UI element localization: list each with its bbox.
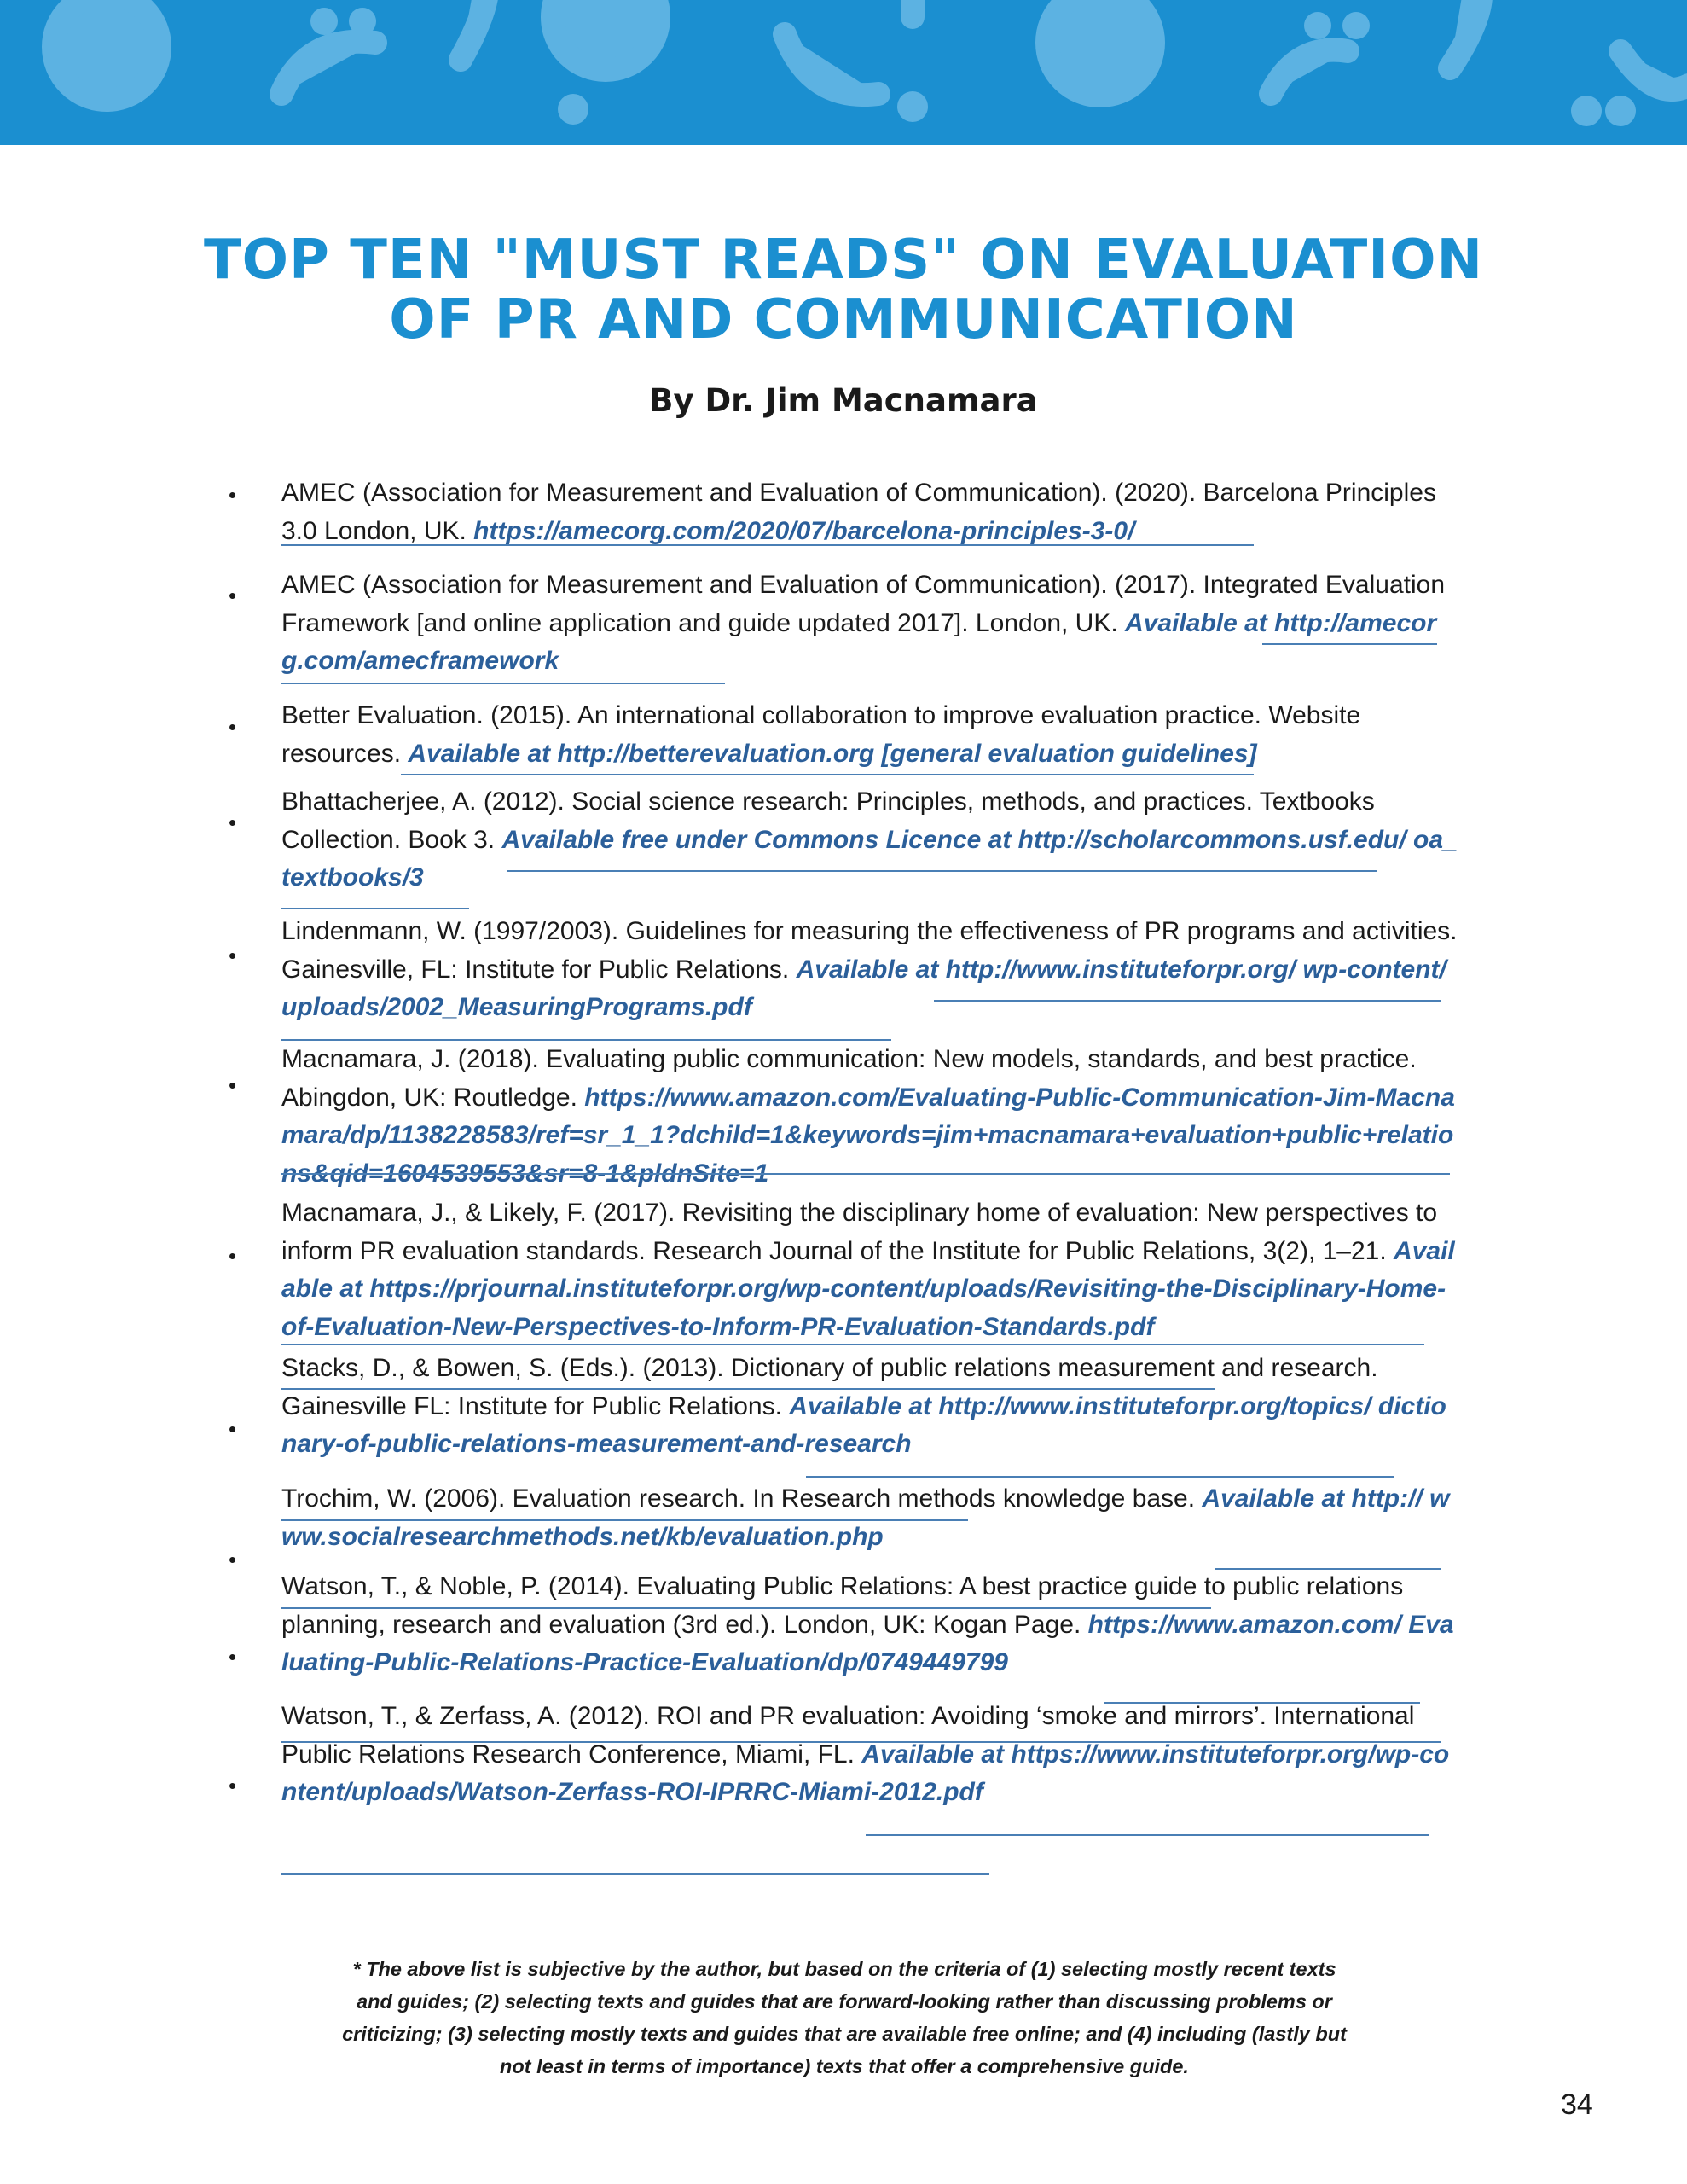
underline-rule xyxy=(1262,643,1437,645)
reference-citation: Stacks, D., & Bowen, S. (Eds.). (2013). Dictionary of public relations measurement and research. Gainesville FL: Institute for Public Relations. xyxy=(281,1354,1378,1420)
bullet-icon: • xyxy=(229,1547,237,1572)
underline-rule xyxy=(281,1607,1211,1609)
reference-text xyxy=(281,697,1458,773)
bullet-icon: • xyxy=(229,1072,237,1098)
reference-link[interactable]: Available at http:// www.socialresearchmethods.net/kb/evaluation.php xyxy=(281,1484,1450,1551)
underline-rule xyxy=(281,1741,1441,1743)
page-title-line-1: TOP TEN "MUST READS" ON EVALUATION xyxy=(203,229,1484,292)
reference-citation: Watson, T., & Zerfass, A. (2012). ROI and PR evaluation: Avoiding ‘smoke and mirrors’. International Public Relations Research Conference, Miami, FL. xyxy=(281,1702,1415,1769)
reference-text xyxy=(281,566,1458,681)
reference-text xyxy=(281,1568,1458,1682)
reference-citation: AMEC (Association for Measurement and Evaluation of Communication). (2020). Barcelona Principles 3.0 London, UK. xyxy=(281,479,1436,545)
reference-link[interactable]: Available at http://betterevaluation.org [general evaluation guidelines] xyxy=(408,739,1257,768)
bullet-icon: • xyxy=(229,810,237,835)
reference-text xyxy=(281,1480,1458,1556)
reference-citation: Bhattacherjee, A. (2012). Social science research: Principles, methods, and practices. Textbooks Collection. Book 3. xyxy=(281,787,1375,854)
underline-rule xyxy=(866,1834,1429,1836)
underline-rule xyxy=(507,870,1377,872)
page-number: 34 xyxy=(1561,2088,1593,2121)
bullet-icon: • xyxy=(229,482,237,508)
reference-text xyxy=(281,1194,1458,1346)
underline-rule xyxy=(281,1873,989,1875)
reference-citation: Watson, T., & Noble, P. (2014). Evaluating Public Relations: A best practice guide to public relations planning, research and evaluation (3rd ed.). London, UK: Kogan Page. xyxy=(281,1572,1404,1639)
bullet-icon: • xyxy=(229,583,237,608)
reference-text xyxy=(281,474,1458,550)
bullet-icon: • xyxy=(229,1644,237,1670)
reference-citation: Lindenmann, W. (1997/2003). Guidelines for measuring the effectiveness of PR programs and activities. Gainesville, FL: Institute for Public Relations. xyxy=(281,917,1458,984)
underline-rule xyxy=(281,908,469,909)
reference-link[interactable]: https://www.amazon.com/ Evaluating-Public-Relations-Practice-Evaluation/dp/0749449799 xyxy=(281,1610,1454,1676)
underline-rule xyxy=(281,1344,1424,1345)
underline-rule xyxy=(281,544,1254,546)
reference-link[interactable]: Available at https://prjournal.instituteforpr.org/wp-content/uploads/Revisiting-the-Disciplinary-Home-of-Evaluation-New-Perspectives-to-Inform-PR-Evaluation-Standards.pdf xyxy=(281,1236,1455,1341)
underline-rule xyxy=(1104,1702,1420,1704)
reference-citation: Trochim, W. (2006). Evaluation research. In Research methods knowledge base. xyxy=(281,1484,1203,1513)
bullet-icon: • xyxy=(229,714,237,740)
bullet-icon: • xyxy=(229,1416,237,1442)
reference-text xyxy=(281,1698,1458,1812)
underline-rule xyxy=(401,774,1254,775)
reference-link[interactable]: https://www.amazon.com/Evaluating-Public-Communication-Jim-Macnamara/dp/1138228583/ref=sr_1_1?dchild=1&keywords=jim+macnamara+evaluation+public+relations&qid=1604539553&sr=8-1&pldnSite=1 xyxy=(281,1083,1455,1188)
reference-citation: Macnamara, J. (2018). Evaluating public communication: New models, standards, and best practice. Abingdon, UK: Routledge. xyxy=(281,1045,1417,1112)
footnote: * The above list is subjective by the author, but based on the criteria of (1) selecting mostly recent texts and guides; (2) selecting texts and guides that are forward-looking rather than discussing problems or criticizing; (3) selecting mostly texts and guides that are available free online; and (4) including (lastly but not least in terms of importance) texts that offer a comprehensive guide. xyxy=(342,1957,1347,2077)
bullet-icon: • xyxy=(229,1773,237,1798)
reference-link[interactable]: Available at https://www.instituteforpr.org/wp-content/uploads/Watson-Zerfass-ROI-IPRRC-Miami-2012.pdf xyxy=(281,1740,1450,1806)
reference-link[interactable]: Available at http://www.instituteforpr.org/topics/ dictionary-of-public-relations-measurement-and-research xyxy=(281,1391,1446,1458)
underline-rule xyxy=(1215,1568,1441,1570)
reference-text xyxy=(281,783,1458,897)
reference-citation: Better Evaluation. (2015). An international collaboration to improve evaluation practice. Website resources. xyxy=(281,701,1361,768)
underline-rule xyxy=(281,1173,1450,1175)
page-title-line-2: OF PR AND COMMUNICATION xyxy=(389,288,1298,351)
underline-rule xyxy=(806,1476,1394,1478)
underline-rule xyxy=(281,1519,968,1521)
reference-text xyxy=(281,1350,1458,1464)
author-byline: By Dr. Jim Macnamara xyxy=(649,382,1038,419)
underline-rule xyxy=(281,1039,891,1041)
reference-citation: AMEC (Association for Measurement and Evaluation of Communication). (2017). Integrated Evaluation Framework [and online application and guide updated 2017]. London, UK. xyxy=(281,571,1446,637)
bullet-icon: • xyxy=(229,943,237,968)
reference-text xyxy=(281,913,1458,1027)
underline-rule xyxy=(281,1388,1215,1390)
bullet-icon: • xyxy=(229,1243,237,1269)
reference-link[interactable]: Available free under Commons Licence at http://scholarcommons.usf.edu/ oa_textbooks/3 xyxy=(281,825,1458,892)
underline-rule xyxy=(281,682,725,684)
reference-citation: Macnamara, J., & Likely, F. (2017). Revisiting the disciplinary home of evaluation: New perspectives to inform PR evaluation standards. Research Journal of the Institute for Public Relations, 3(2), 1–21. xyxy=(281,1199,1438,1265)
reference-link[interactable]: Available at http://www.instituteforpr.org/ wp-content/uploads/2002_MeasuringPrograms.pdf xyxy=(281,955,1446,1021)
underline-rule xyxy=(934,1000,1441,1002)
reference-text xyxy=(281,1041,1458,1193)
reference-link[interactable]: Available at http://amecorg.com/amecframework xyxy=(281,608,1437,675)
reference-link[interactable]: https://amecorg.com/2020/07/barcelona-principles-3-0/ xyxy=(473,516,1135,545)
